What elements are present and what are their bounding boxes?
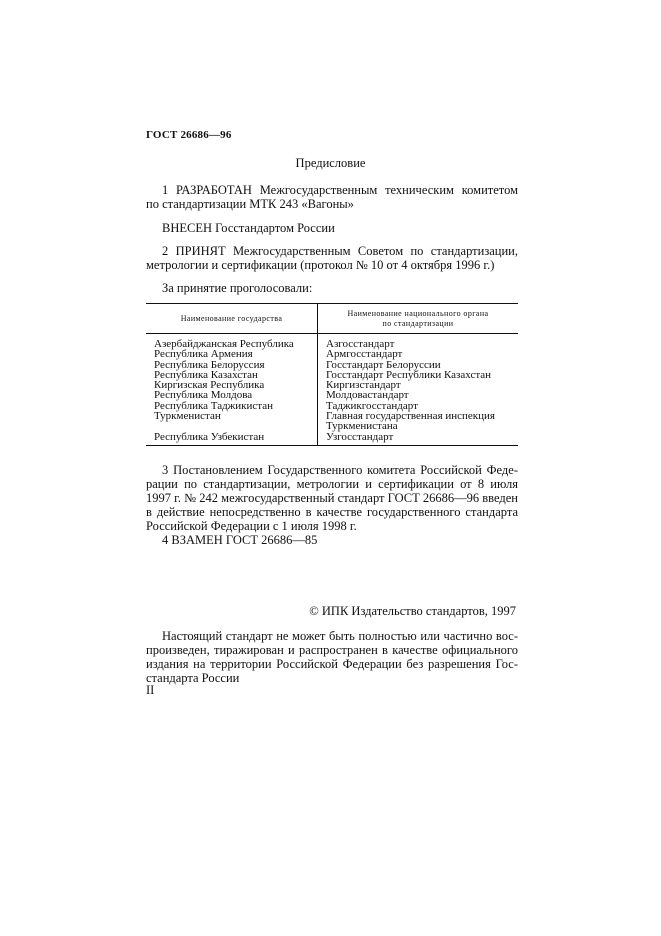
body-name: Главная государственная инспекция [326,410,495,423]
body-name: Таджикгосстандарт [326,399,418,412]
paragraph-line: 3 Постановлением Государственного комитета Российской Феде- [162,463,518,477]
paragraph-line: 2 ПРИНЯТ Межгосударственным Советом по стандартизации, [162,244,518,258]
paragraph-line: издания на территории Российской Федерации без разрешения Гос- [146,657,518,671]
paragraph-introduced [162,221,518,235]
paragraph-line: Настоящий стандарт не может быть полностью или частично вос- [162,629,518,643]
bodies-cell [318,334,519,446]
state-name: Республика Таджикистан [154,399,273,412]
state-name: Республика Казахстан [154,368,258,381]
body-name: Госстандарт Республики Казахстан [326,368,492,381]
section-title: Предисловие [295,156,366,170]
state-name: Киргизская Республика [154,379,265,392]
paragraph-reproduction-notice [146,629,518,685]
paragraph-line: метрологии и сертификации (протокол № 10 от 4 октября 1996 г.) [146,258,495,272]
paragraph-line: по стандартизации МТК 243 «Вагоны» [146,197,354,211]
paragraph-line: За принятие проголосовали: [162,281,313,295]
paragraph-line: произведен, тиражирован и распространен в качестве официального [146,643,518,657]
paragraph-line: в действие непосредственно в качестве государственного стандарта [146,505,518,519]
document-header: ГОСТ 26686—96 [146,129,232,141]
states-cell [146,334,318,446]
state-name: Республика Молдова [154,389,253,402]
paragraph-adopted [146,244,518,272]
paragraph-line: рации по стандартизации, метрологии и сертификации от 8 июля [146,477,518,491]
state-name: Республика Узбекистан [154,430,265,443]
body-name: Молдовастандарт [326,389,409,402]
state-name: Республика Армения [154,348,253,361]
body-name: Госстандарт Белоруссии [326,358,441,371]
paragraph-line: Российской Федерации с 1 июля 1998 г. [146,519,357,533]
column-header-body [318,304,519,334]
body-name: Армгосстандарт [326,348,403,361]
body-name: Киргизстандарт [326,379,401,392]
state-name: Республика Белоруссия [154,358,265,371]
state-name: Туркменистан [154,410,221,423]
copyright-notice: © ИПК Издательство стандартов, 1997 [309,604,516,618]
table-header-row [146,304,518,334]
paragraph-line: 1997 г. № 242 межгосударственный стандарт ГОСТ 26686—96 введен [146,491,518,505]
column-header-state: Наименование государства [146,304,318,334]
state-name: Азербайджанская Республика [154,338,294,350]
page-number: II [146,683,155,697]
column-header-line: Наименование национального органа [347,308,489,318]
paragraph-line: ВНЕСЕН Госстандартом России [162,221,335,235]
table-row [146,334,518,446]
body-name: Туркменистана [326,420,398,433]
paragraph-line: стандарта России [146,671,240,685]
column-header-line: по стандартизации [382,318,454,328]
paragraph-developed [146,183,518,211]
paragraph-line: 4 ВЗАМЕН ГОСТ 26686—85 [162,533,318,547]
body-name: Азгосстандарт [326,338,395,350]
paragraph-line: 1 РАЗРАБОТАН Межгосударственным техническим комитетом [162,183,518,197]
body-name: Узгосстандарт [326,430,394,443]
paragraph-decree [146,463,518,533]
paragraph-voted [162,281,518,295]
paragraph-replaces [146,533,518,547]
voting-states-table [146,303,518,446]
